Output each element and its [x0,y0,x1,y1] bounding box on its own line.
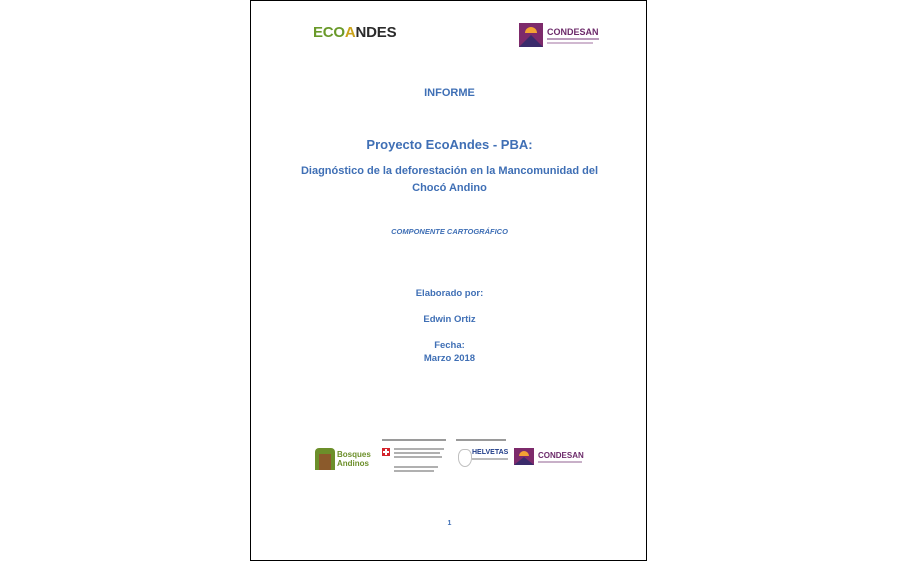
component-subtitle: COMPONENTE CARTOGRÁFICO [391,227,508,236]
bosques-logo-line2: Andinos [337,459,369,468]
bosques-logo-line1: Bosques [337,450,371,459]
bosques-andinos-logo [315,446,377,472]
helvetas-logo [456,439,510,469]
document-title-line2: Chocó Andino [412,182,487,194]
condesan-logo-bottom-text: CONDESAN [538,451,584,460]
condesan-logo-bottom [514,448,584,468]
helvetas-logo-text: HELVETAS [472,449,509,456]
condesan-mountain-icon [519,23,543,47]
prepared-by-label: Elaborado por: [415,288,484,299]
document-page [250,0,647,561]
project-title: Proyecto EcoAndes - PBA: [366,137,533,152]
ecoandes-logo [313,24,396,41]
document-title-line1: Diagnóstico de la deforestación en la Mancomunidad del [300,165,599,177]
condesan-mountain-icon [514,448,534,465]
condesan-logo-top [519,23,601,49]
ecoandes-logo-ndes: NDES [355,24,397,41]
condesan-tagline-line [547,42,593,44]
ecoandes-logo-eco: ECO [313,24,345,41]
condesan-tagline-line [547,38,599,40]
date-value: Marzo 2018 [423,353,476,364]
swiss-cooperation-logo [382,439,446,475]
page-number: 1 [447,520,452,527]
south-america-map-icon [458,449,472,467]
author-name: Edwin Ortiz [423,314,476,325]
condesan-logo-text: CONDESAN [547,27,599,37]
document-title [251,163,648,197]
ecoandes-logo-a: A [344,24,356,41]
report-label: INFORME [424,87,475,99]
building-icon [319,454,331,470]
swiss-flag-icon [382,448,390,456]
date-label: Fecha: [434,340,465,351]
